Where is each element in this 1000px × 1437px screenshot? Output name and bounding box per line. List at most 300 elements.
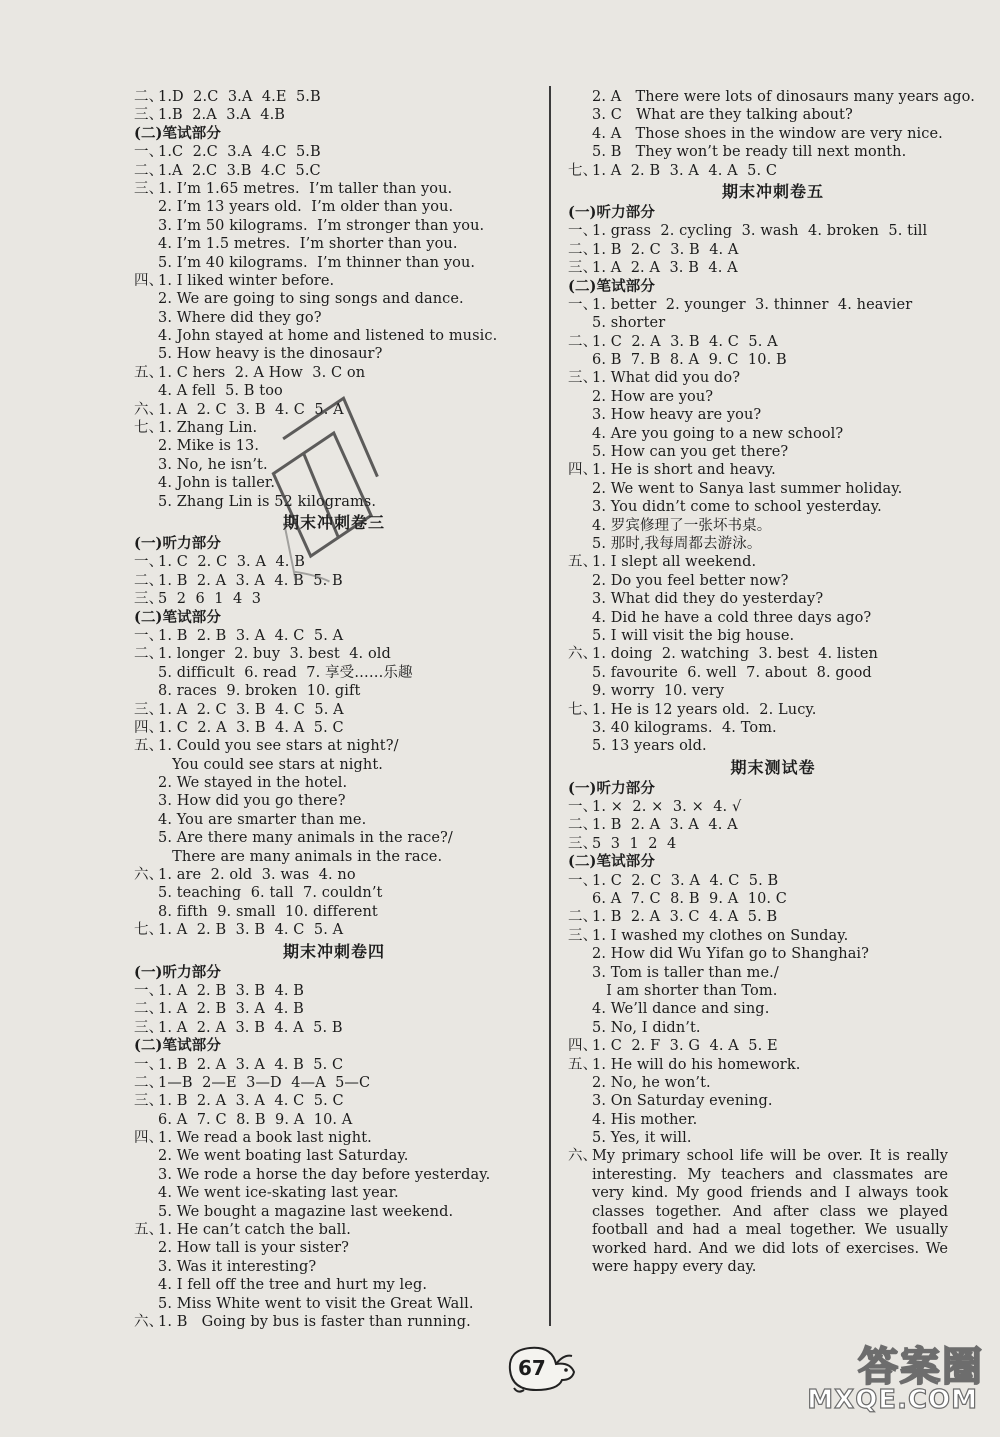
- answer-text: 3. No, he isn’t.: [158, 456, 268, 473]
- answer-text: 5. How can you get there?: [592, 444, 789, 461]
- answer-line: [134, 1276, 534, 1294]
- answer-text: 4. A fell 5. B too: [158, 383, 283, 400]
- answer-text: 1. are 2. old 3. was 4. no: [158, 867, 356, 884]
- answer-text: 4. I fell off the tree and hurt my leg.: [158, 1277, 428, 1294]
- question-number: 一、: [134, 1056, 164, 1073]
- answer-text: 8. races 9. broken 10. gift: [158, 683, 361, 700]
- indent-spacer: [134, 474, 158, 492]
- indent-spacer: [568, 106, 592, 124]
- answer-line: [568, 964, 978, 982]
- question-number: 七、: [568, 162, 598, 179]
- answer-text: 2. I’m 13 years old. I’m older than you.: [158, 199, 454, 216]
- answer-text: 4. You are smarter than me.: [158, 811, 367, 828]
- answer-text: 5. I will visit the big house.: [592, 627, 795, 644]
- answer-text: 1. B 2. A 3. A 4. C 5. C: [158, 1093, 344, 1110]
- section-heading: 期末冲刺卷五: [721, 181, 824, 201]
- answer-text: 4. 罗宾修理了一张坏书桌。: [592, 517, 772, 534]
- answer-line: [568, 351, 978, 369]
- answer-line: [134, 701, 534, 719]
- answer-text: 1.C 2.C 3.A 4.C 5.B: [158, 144, 321, 161]
- part-label-text: (二)笔试部分: [568, 853, 655, 871]
- indent-spacer: [568, 143, 592, 161]
- answer-text: 2. How are you?: [592, 388, 714, 405]
- indent-spacer: [568, 945, 592, 963]
- indent-spacer: [134, 682, 158, 700]
- answer-line: [134, 235, 534, 253]
- answer-line: [134, 1221, 534, 1239]
- part-label-text: (二)笔试部分: [568, 277, 655, 295]
- answer-line: [134, 106, 534, 124]
- question-number: 六、: [134, 401, 164, 418]
- indent-spacer: [134, 903, 158, 921]
- question-number: 二、: [134, 1074, 164, 1091]
- indent-spacer: [568, 535, 592, 553]
- answer-text: 1. B 2. A 3. A 4. B 5. B: [158, 572, 343, 589]
- question-number: 七、: [134, 922, 164, 939]
- page-number-badge: [500, 1340, 580, 1396]
- part-label-text: (一)听力部分: [568, 779, 655, 797]
- answer-line: [568, 835, 978, 853]
- answer-line: [568, 314, 978, 332]
- answer-text: 5 2 6 1 4 3: [158, 591, 262, 608]
- answer-text: 1. A 2. B 3. B 4. B: [158, 982, 305, 999]
- question-number: 六、: [134, 867, 164, 884]
- answer-text: 4. Did he have a cold three days ago?: [592, 609, 872, 626]
- answer-line: [568, 406, 978, 424]
- answer-text: 1. longer 2. buy 3. best 4. old: [158, 646, 391, 663]
- answer-text: 1. C 2. C 3. A 4. C 5. B: [592, 872, 779, 889]
- answer-line: [134, 829, 534, 847]
- answer-line: [568, 645, 978, 663]
- answer-text: 1. What did you do?: [592, 370, 741, 387]
- question-number: 二、: [568, 817, 598, 834]
- answer-line: [134, 1203, 534, 1221]
- indent-spacer: [568, 627, 592, 645]
- answer-text: 4. John is taller.: [158, 475, 276, 492]
- indent-spacer: [568, 443, 592, 461]
- answer-text: 1. He will do his homework.: [592, 1056, 801, 1073]
- answer-line: [568, 517, 978, 535]
- answer-text: 3. How did you go there?: [158, 793, 346, 810]
- answer-line: [134, 737, 534, 755]
- part-label-text: (二)笔试部分: [134, 608, 221, 626]
- indent-spacer: [568, 682, 592, 700]
- question-number: 三、: [134, 1093, 164, 1110]
- answer-text: I am shorter than Tom.: [592, 982, 778, 999]
- answer-line: [134, 664, 534, 682]
- indent-spacer: [134, 1239, 158, 1257]
- question-number: 一、: [134, 144, 164, 161]
- indent-spacer: [134, 1203, 158, 1221]
- indent-spacer: [568, 517, 592, 535]
- answer-text: 5. No, I didn’t.: [592, 1019, 701, 1036]
- indent-spacer: [568, 609, 592, 627]
- answer-text: 3. Where did they go?: [158, 309, 322, 326]
- question-number: 一、: [568, 799, 598, 816]
- indent-spacer: [134, 456, 158, 474]
- answer-text: 1. A 2. C 3. B 4. C 5. A: [158, 701, 344, 718]
- answer-text: 3. C What are they talking about?: [592, 107, 853, 124]
- question-number: 二、: [568, 909, 598, 926]
- answer-text: 4. John stayed at home and listened to music.: [158, 328, 498, 345]
- answer-line: [568, 369, 978, 387]
- question-number: 四、: [134, 1130, 164, 1147]
- answer-text: 5. We bought a magazine last weekend.: [158, 1203, 454, 1220]
- indent-spacer: [568, 982, 592, 1000]
- answer-line: [568, 798, 978, 816]
- part-label-text: (二)笔试部分: [134, 1037, 221, 1055]
- question-number: 三、: [568, 370, 598, 387]
- part-label: [568, 853, 978, 871]
- section-heading: 期末测试卷: [730, 757, 816, 777]
- watermark-logo: [788, 1335, 988, 1425]
- answer-text: 5. difficult 6. read 7. 享受……乐趣: [158, 664, 413, 681]
- answer-text: 2. A There were lots of dinosaurs many years ago.: [592, 89, 975, 105]
- answer-line: [134, 1056, 534, 1074]
- answer-text: There are many animals in the race.: [158, 848, 443, 865]
- indent-spacer: [134, 1111, 158, 1129]
- answer-text: 1. grass 2. cycling 3. wash 4. broken 5. till: [592, 223, 928, 240]
- question-number: 四、: [134, 719, 164, 736]
- answer-line: [568, 88, 978, 106]
- answer-text: 1. C 2. F 3. G 4. A 5. E: [592, 1038, 778, 1055]
- answer-line: [134, 627, 534, 645]
- answer-line: [568, 682, 978, 700]
- question-number: 六、: [568, 1148, 597, 1165]
- part-label: [568, 278, 978, 296]
- answer-line: [568, 259, 978, 277]
- answer-line: [568, 908, 978, 926]
- indent-spacer: [134, 1276, 158, 1294]
- answer-text: 1. A 2. A 3. B 4. A 5. B: [158, 1019, 343, 1036]
- answer-text: 1. C hers 2. A How 3. C on: [158, 364, 366, 381]
- answer-line: [568, 572, 978, 590]
- answer-text: 1. We read a book last night.: [158, 1130, 372, 1147]
- answer-line: [134, 982, 534, 1000]
- question-number: 二、: [568, 241, 598, 258]
- answer-line: [568, 1056, 978, 1074]
- answer-text: 2. How did Wu Yifan go to Shanghai?: [592, 946, 870, 963]
- indent-spacer: [134, 493, 158, 511]
- question-number: 一、: [568, 223, 598, 240]
- answer-text: 3. How heavy are you?: [592, 407, 762, 424]
- answer-text: 1. A 2. B 3. B 4. C 5. A: [158, 922, 344, 939]
- answer-text: 6. A 7. C 8. B 9. A 10. A: [158, 1111, 353, 1128]
- question-number: 三、: [568, 927, 598, 944]
- answer-text: 6. B 7. B 8. A 9. C 10. B: [592, 352, 787, 369]
- question-number: 四、: [568, 1038, 598, 1055]
- answer-text: 1. A 2. B 3. A 4. B: [158, 1001, 304, 1018]
- indent-spacer: [568, 1129, 592, 1147]
- answer-text: 1. B Going by bus is faster than running.: [158, 1314, 471, 1330]
- answer-text: 2. How tall is your sister?: [158, 1240, 350, 1257]
- part-label: [568, 780, 978, 798]
- answer-text: 1. A 2. C 3. B 4. C 5. A: [158, 401, 344, 418]
- left-column: [134, 88, 534, 1331]
- question-number: 三、: [134, 180, 164, 197]
- answer-line: [134, 272, 534, 290]
- question-number: 二、: [134, 1001, 164, 1018]
- indent-spacer: [134, 1147, 158, 1165]
- indent-spacer: [568, 664, 592, 682]
- answer-text: 2. No, he won’t.: [592, 1074, 711, 1091]
- indent-spacer: [568, 964, 592, 982]
- answer-text: 2. Do you feel better now?: [592, 572, 789, 589]
- part-label: [134, 125, 534, 143]
- answer-line: [568, 701, 978, 719]
- question-number: 二、: [568, 333, 598, 350]
- answer-line: [568, 1111, 978, 1129]
- answer-text: 3. What did they do yesterday?: [592, 591, 824, 608]
- answer-text: 2. We are going to sing songs and dance.: [158, 291, 464, 308]
- answer-text: 3. Tom is taller than me./: [592, 964, 779, 981]
- answer-line: [568, 388, 978, 406]
- answer-line: [134, 866, 534, 884]
- answer-line: [568, 296, 978, 314]
- indent-spacer: [568, 572, 592, 590]
- answer-line: [134, 290, 534, 308]
- question-number: 二、: [134, 572, 164, 589]
- question-number: 五、: [134, 738, 164, 755]
- answer-line: [568, 982, 978, 1000]
- answer-line: [568, 627, 978, 645]
- indent-spacer: [568, 406, 592, 424]
- answer-text: 1. B 2. C 3. B 4. A: [592, 241, 739, 258]
- answer-text: 9. worry 10. very: [592, 683, 725, 700]
- part-label: [134, 964, 534, 982]
- answer-line: [568, 480, 978, 498]
- answer-line: [134, 1166, 534, 1184]
- indent-spacer: [134, 829, 158, 847]
- answer-line: [134, 848, 534, 866]
- indent-spacer: [134, 756, 158, 774]
- answer-text: 5. How heavy is the dinosaur?: [158, 346, 383, 363]
- question-number: 三、: [134, 107, 164, 124]
- answer-text: 1. He is 12 years old. 2. Lucy.: [592, 701, 817, 718]
- answer-line: [568, 498, 978, 516]
- answer-line: [568, 241, 978, 259]
- indent-spacer: [134, 290, 158, 308]
- answer-text: 1. C 2. A 3. B 4. A 5. C: [158, 719, 344, 736]
- answer-text: 1. × 2. × 3. × 4. √: [592, 799, 742, 816]
- answer-line: [568, 143, 978, 161]
- answer-line: [134, 327, 534, 345]
- indent-spacer: [134, 198, 158, 216]
- answer-text: 1. I slept all weekend.: [592, 554, 757, 571]
- question-number: 一、: [568, 296, 598, 313]
- answer-line: [568, 333, 978, 351]
- part-label: [568, 204, 978, 222]
- indent-spacer: [134, 774, 158, 792]
- answer-text: 5. shorter: [592, 315, 666, 332]
- answer-line: [134, 590, 534, 608]
- answer-text: 4. I’m 1.5 metres. I’m shorter than you.: [158, 236, 458, 253]
- answer-line: [568, 425, 978, 443]
- answer-line: [134, 1111, 534, 1129]
- answer-line: [134, 719, 534, 737]
- answer-line: [134, 792, 534, 810]
- question-number: 三、: [568, 260, 598, 277]
- answer-text: 3. You didn’t come to school yesterday.: [592, 499, 882, 516]
- indent-spacer: [134, 884, 158, 902]
- answer-text: 1. I liked winter before.: [158, 272, 335, 289]
- answer-text: 5. favourite 6. well 7. about 8. good: [592, 664, 872, 681]
- answer-text: 5. Zhang Lin is 52 kilograms.: [158, 493, 377, 510]
- answer-text: 2. Mike is 13.: [158, 438, 260, 455]
- answer-text: 1—B 2—E 3—D 4—A 5—C: [158, 1074, 371, 1091]
- question-number: 七、: [134, 420, 164, 437]
- indent-spacer: [568, 1019, 592, 1037]
- part-label-text: (一)听力部分: [134, 963, 221, 981]
- column-divider: [549, 86, 551, 1326]
- answer-line: [134, 180, 534, 198]
- right-column: [568, 88, 978, 1276]
- indent-spacer: [134, 437, 158, 455]
- answer-line: [134, 1295, 534, 1313]
- answer-text: 1. A 2. A 3. B 4. A: [592, 260, 738, 277]
- answer-text: 1. C 2. C 3. A 4. B: [158, 554, 305, 571]
- question-number: 三、: [134, 701, 164, 718]
- answer-text: 3. Was it interesting?: [158, 1258, 317, 1275]
- answer-text: 5. 那时,我每周都去游泳。: [592, 535, 762, 552]
- answer-text: 5. B They won’t be ready till next month.: [592, 144, 907, 161]
- answer-line: [568, 927, 978, 945]
- question-number: 六、: [134, 1314, 164, 1330]
- indent-spacer: [568, 480, 592, 498]
- answer-text: 1. B 2. A 3. C 4. A 5. B: [592, 909, 778, 926]
- answer-line: [568, 1000, 978, 1018]
- answer-line: [134, 921, 534, 939]
- question-number: 七、: [568, 701, 598, 718]
- answer-text: You could see stars at night.: [158, 756, 383, 773]
- answer-line: [134, 682, 534, 700]
- answer-line: [568, 222, 978, 240]
- answer-line: [134, 1184, 534, 1202]
- answer-line: [134, 903, 534, 921]
- indent-spacer: [568, 388, 592, 406]
- answer-text: 3. 40 kilograms. 4. Tom.: [592, 719, 777, 736]
- question-number: 三、: [568, 835, 598, 852]
- answer-line: [134, 254, 534, 272]
- question-number: 五、: [134, 1222, 164, 1239]
- answer-line: [568, 553, 978, 571]
- indent-spacer: [568, 88, 592, 106]
- answer-text: 1. I’m 1.65 metres. I’m taller than you.: [158, 180, 453, 197]
- answer-text: 8. fifth 9. small 10. different: [158, 903, 378, 920]
- question-number: 一、: [134, 982, 164, 999]
- indent-spacer: [134, 327, 158, 345]
- answer-line: [568, 1074, 978, 1092]
- answer-line: [568, 872, 978, 890]
- answer-line: [134, 88, 534, 106]
- answer-text: 5. Are there many animals in the race?/: [158, 830, 453, 847]
- answer-line: [134, 884, 534, 902]
- watermark-cn: 答案圈: [858, 1344, 984, 1390]
- indent-spacer: [134, 1184, 158, 1202]
- answer-text: 2. We went to Sanya last summer holiday.: [592, 480, 903, 497]
- answer-text: 3. I’m 50 kilograms. I’m stronger than you.: [158, 217, 485, 234]
- indent-spacer: [134, 664, 158, 682]
- part-label: [134, 1037, 534, 1055]
- indent-spacer: [568, 590, 592, 608]
- answer-text: 6. A 7. C 8. B 9. A 10. C: [592, 891, 788, 908]
- answer-line: [568, 816, 978, 834]
- answer-line: [134, 1129, 534, 1147]
- indent-spacer: [134, 1258, 158, 1276]
- answer-line: [134, 309, 534, 327]
- indent-spacer: [134, 345, 158, 363]
- question-number: 五、: [134, 364, 164, 381]
- answer-line: [568, 1019, 978, 1037]
- answer-text: 1. B 2. A 3. A 4. B 5. C: [158, 1056, 344, 1073]
- indent-spacer: [134, 1295, 158, 1313]
- question-number: 四、: [134, 272, 164, 289]
- indent-spacer: [134, 309, 158, 327]
- indent-spacer: [134, 382, 158, 400]
- answer-line: [568, 737, 978, 755]
- answer-paragraph: [568, 1147, 948, 1276]
- answer-line: [568, 1037, 978, 1055]
- answer-line: [568, 443, 978, 461]
- part-label-text: (一)听力部分: [568, 203, 655, 221]
- answer-line: [134, 1019, 534, 1037]
- indent-spacer: [568, 719, 592, 737]
- answer-text: 1. He is short and heavy.: [592, 462, 776, 479]
- answer-line: [134, 645, 534, 663]
- indent-spacer: [134, 792, 158, 810]
- part-label: [134, 609, 534, 627]
- indent-spacer: [568, 351, 592, 369]
- answer-line: [134, 1074, 534, 1092]
- answer-text: My primary school life will be over. It is really interesting. My teachers and classmates are very kind. My good friends and I always took classes together. And after class we played football and had a meal together. We usually worked hard. And we did lots of exercises. We were happy every day.: [592, 1148, 948, 1275]
- indent-spacer: [134, 235, 158, 253]
- answer-line: [134, 1313, 534, 1331]
- section-heading: 期末冲刺卷四: [282, 941, 385, 961]
- answer-text: 5. 13 years old.: [592, 738, 707, 755]
- question-number: 一、: [134, 627, 164, 644]
- answer-line: [568, 719, 978, 737]
- indent-spacer: [134, 254, 158, 272]
- question-number: 五、: [568, 1056, 598, 1073]
- answer-text: 1. B 2. B 3. A 4. C 5. A: [158, 627, 344, 644]
- answer-line: [568, 1129, 978, 1147]
- answer-text: 5. Yes, it will.: [592, 1130, 692, 1147]
- indent-spacer: [568, 1111, 592, 1129]
- question-number: 二、: [134, 89, 164, 105]
- question-number: 二、: [134, 646, 164, 663]
- answer-line: [134, 364, 534, 382]
- answer-line: [134, 1092, 534, 1110]
- answer-line: [134, 345, 534, 363]
- answer-text: 1. C 2. A 3. B 4. C 5. A: [592, 333, 778, 350]
- answer-text: 1. Could you see stars at night?/: [158, 738, 399, 755]
- indent-spacer: [568, 1092, 592, 1110]
- answer-text: 5. teaching 6. tall 7. couldn’t: [158, 885, 383, 902]
- question-number: 一、: [568, 872, 598, 889]
- answer-text: 1. He can’t catch the ball.: [158, 1222, 351, 1239]
- answer-line: [568, 609, 978, 627]
- answer-text: 1. B 2. A 3. A 4. A: [592, 817, 738, 834]
- answer-line: [134, 162, 534, 180]
- answer-line: [134, 756, 534, 774]
- part-label-text: (一)听力部分: [134, 534, 221, 552]
- answer-text: 1. better 2. younger 3. thinner 4. heavier: [592, 296, 913, 313]
- answer-text: 4. We went ice-skating last year.: [158, 1185, 399, 1202]
- answer-text: 1. I washed my clothes on Sunday.: [592, 927, 849, 944]
- answer-line: [134, 811, 534, 829]
- indent-spacer: [134, 217, 158, 235]
- answer-line: [134, 1239, 534, 1257]
